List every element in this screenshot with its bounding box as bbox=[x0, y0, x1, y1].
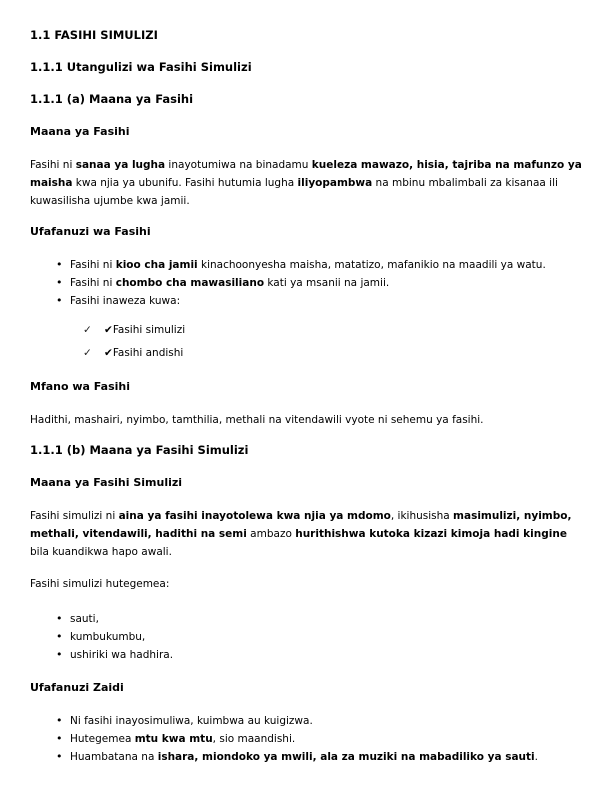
list-item bbox=[30, 292, 582, 310]
text-run: bila kuandikwa hapo awali. bbox=[30, 546, 172, 558]
list-item bbox=[30, 274, 582, 292]
heading-maana-ya-fasihi: Maana ya Fasihi bbox=[30, 125, 130, 138]
text-run: , sio maandishi. bbox=[212, 733, 296, 745]
list-item bbox=[30, 256, 582, 274]
paragraph-mfano: Hadithi, mashairi, nyimbo, tamthilia, methali na vitendawili vyote ni sehemu ya fasihi. bbox=[30, 414, 484, 426]
text-run: masimulizi, nyimbo, methali, vitendawili, hadithi na semi bbox=[30, 510, 572, 540]
text-run: kati ya msanii na jamii. bbox=[264, 277, 390, 289]
text-run: kueleza mawazo, hisia, tajriba na mafunzo ya maisha bbox=[30, 159, 582, 189]
list-item bbox=[30, 646, 582, 664]
bullet-icon: • bbox=[56, 612, 63, 625]
check-item-label: Fasihi andishi bbox=[112, 347, 184, 359]
heavy-checkmark-icon: ✔ bbox=[104, 324, 113, 336]
list-item-text: sauti, bbox=[70, 613, 99, 625]
text-run: inayotumiwa na binadamu bbox=[165, 159, 312, 171]
heading-maana-fasihi-simulizi: Maana ya Fasihi Simulizi bbox=[30, 476, 183, 489]
bullet-icon: • bbox=[56, 750, 63, 763]
paragraph-hutegemea-lead: Fasihi simulizi hutegemea: bbox=[30, 578, 170, 590]
text-run: na mbinu mbalimbali za kisanaa ili kuwasilisha ujumbe kwa jamii. bbox=[30, 177, 558, 207]
text-run: . bbox=[534, 751, 538, 763]
list-item bbox=[30, 730, 582, 748]
list-item bbox=[30, 748, 582, 766]
heading-mfano-wa-fasihi: Mfano wa Fasihi bbox=[30, 380, 130, 393]
heading-sec-a: 1.1.1 (a) Maana ya Fasihi bbox=[30, 92, 194, 106]
bullet-icon: • bbox=[56, 630, 63, 643]
list-item-text bbox=[70, 712, 582, 730]
list-item bbox=[30, 628, 582, 646]
check-list-item bbox=[83, 343, 582, 363]
bullet-icon: • bbox=[56, 294, 63, 307]
list-item bbox=[30, 610, 582, 628]
text-run: Fasihi inaweza kuwa: bbox=[70, 295, 181, 307]
heading-sec-b: 1.1.1 (b) Maana ya Fasihi Simulizi bbox=[30, 443, 249, 457]
list-item-text bbox=[70, 748, 582, 766]
text-run: chombo cha mawasiliano bbox=[115, 277, 265, 289]
text-run: Huambatana na bbox=[70, 751, 158, 763]
text-run: kinachoonyesha maisha, matatizo, mafanikio na maadili ya watu. bbox=[197, 259, 546, 271]
text-run: Fasihi ni bbox=[30, 159, 76, 171]
text-run: , ikihusisha bbox=[390, 510, 454, 522]
text-run: Ni fasihi inayosimuliwa, kuimbwa au kuigizwa. bbox=[70, 715, 313, 727]
text-run: Hutegemea bbox=[70, 733, 135, 745]
text-run: kwa njia ya ubunifu. Fasihi hutumia lugha bbox=[72, 177, 298, 189]
heading-utangulizi: 1.1.1 Utangulizi wa Fasihi Simulizi bbox=[30, 60, 252, 74]
text-run: mtu kwa mtu bbox=[134, 733, 213, 745]
paragraph-fasihi-simulizi bbox=[30, 507, 582, 561]
list-item-text bbox=[70, 730, 582, 748]
text-run: hurithishwa kutoka kizazi kimoja hadi kingine bbox=[295, 528, 567, 540]
heavy-checkmark-icon: ✔ bbox=[104, 347, 113, 359]
text-run: iliyopambwa bbox=[297, 177, 373, 189]
fasihi-types-checklist bbox=[30, 320, 582, 363]
checkmark-icon: ✓ bbox=[83, 347, 92, 359]
ufafanuzi-zaidi-list bbox=[30, 712, 582, 766]
text-run: ambazo bbox=[246, 528, 296, 540]
list-item-text bbox=[70, 256, 582, 274]
bullet-icon: • bbox=[56, 276, 63, 289]
text-run: ishara, miondoko ya mwili, ala za muziki na mabadiliko ya sauti bbox=[157, 751, 535, 763]
list-item-text bbox=[70, 292, 582, 310]
text-run: aina ya fasihi inayotolewa kwa njia ya mdomo bbox=[118, 510, 391, 522]
list-item bbox=[30, 712, 582, 730]
list-item-text: ushiriki wa hadhira. bbox=[70, 649, 174, 661]
list-item-text bbox=[70, 274, 582, 292]
list-item-text: kumbukumbu, bbox=[70, 631, 146, 643]
bullet-icon: • bbox=[56, 258, 63, 271]
bullet-icon: • bbox=[56, 732, 63, 745]
ufafanuzi-list bbox=[30, 256, 582, 310]
heading-ufafanuzi-zaidi: Ufafanuzi Zaidi bbox=[30, 681, 124, 694]
text-run: Fasihi ni bbox=[70, 277, 116, 289]
bullet-icon: • bbox=[56, 648, 63, 661]
text-run: sanaa ya lugha bbox=[75, 159, 166, 171]
text-run: kioo cha jamii bbox=[115, 259, 198, 271]
paragraph-maana-ya-fasihi bbox=[30, 156, 582, 210]
checkmark-icon: ✓ bbox=[83, 324, 92, 336]
check-list-item bbox=[83, 320, 582, 340]
bullet-icon: • bbox=[56, 714, 63, 727]
text-run: Fasihi simulizi ni bbox=[30, 510, 119, 522]
hutegemea-list bbox=[30, 610, 582, 664]
check-item-label: Fasihi simulizi bbox=[112, 324, 186, 336]
section-title: 1.1 FASIHI SIMULIZI bbox=[30, 28, 158, 42]
text-run: Fasihi ni bbox=[70, 259, 116, 271]
heading-ufafanuzi-wa-fasihi: Ufafanuzi wa Fasihi bbox=[30, 225, 151, 238]
